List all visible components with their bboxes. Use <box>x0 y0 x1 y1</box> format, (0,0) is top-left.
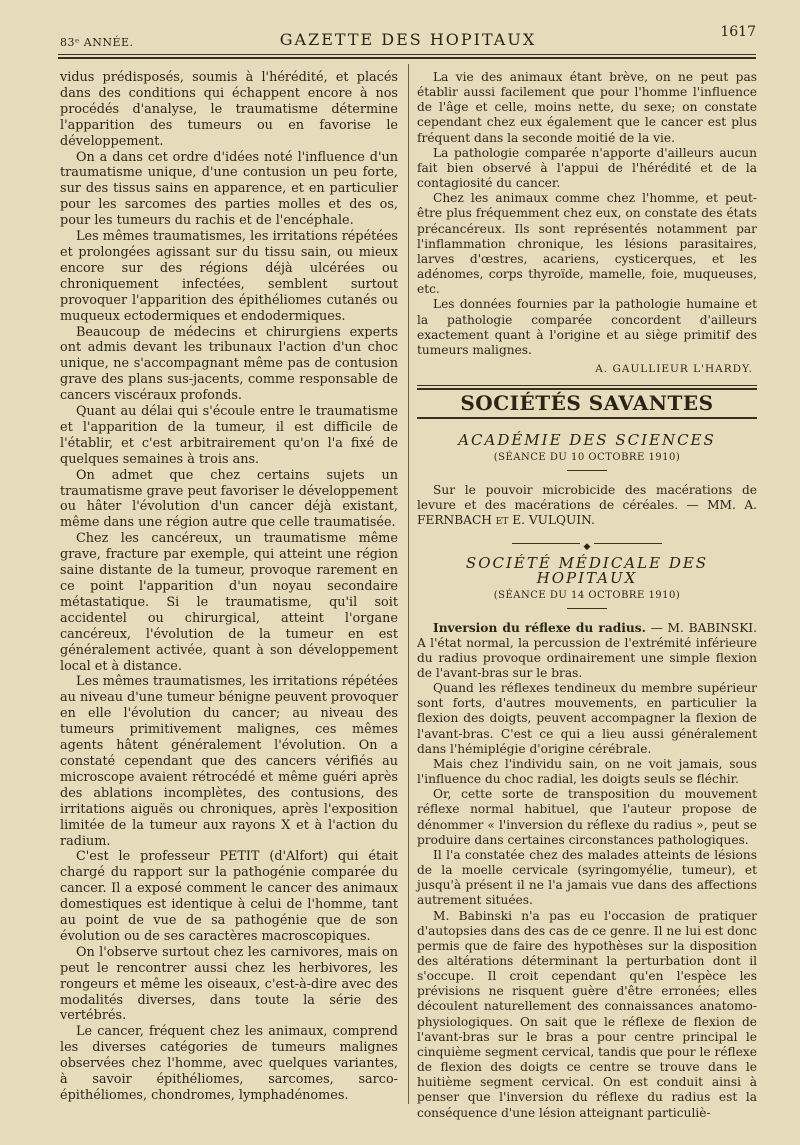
academie-heading: ACADÉMIE DES SCIENCES <box>458 431 716 450</box>
paragraph: Chez les animaux comme chez l'homme, et peut-être plus fréquemment chez eux, on constate des états précancéreux. Ils sont représentés notamment par l'inflammation chronique, les lésions parasitaires, larves d'œstres, acariens, cysticerques, et les adénomes, corps thyroïde, mamelle, foie, muqueuses, etc. <box>417 191 757 297</box>
right-column <box>417 70 757 1121</box>
paragraph: Le cancer, fréquent chez les animaux, comprend les diverses catégories de tumeurs malignes observées chez l'homme, avec quelques variantes, à savoir épithéliomes, sarcomes, sarco-épithéliomes, chondromes, lymphadénomes. <box>60 1024 398 1103</box>
paragraph: Les mêmes traumatismes, les irritations répétées et prolongées agissant sur du tissu sain, ou mieux encore sur des régions déjà ulcérées ou chroniquement infectées, semblent surtout provoquer l'apparition des épithéliomes cutanés ou muqueux ectodermiques et endodermiques. <box>60 229 398 324</box>
academie-item <box>417 483 757 528</box>
page-number: 1617 <box>720 24 756 40</box>
paragraph: On a dans cet ordre d'idées noté l'influence d'un traumatisme unique, d'une contusion un peu forte, sur des tissus sains en apparence, et en particulier pour les sarcomes des parties molles et des os, pour les tumeurs du rachis et de l'encéphale. <box>60 149 398 229</box>
societe-item <box>417 621 757 682</box>
section-title-rule <box>417 417 757 419</box>
paragraph: M. Babinski n'a pas eu l'occasion de pratiquer d'autopsies dans des cas de ce genre. Il ne lui est donc permis que de faire des hypothèses sur la disposition des altérations déterminant la perturbation dont il s'occupe. Il croit cependant qu'en l'espèce les prévisions ne risquent guère d'être erronées; elles découlent naturellement des connaissances anatomo-physiologiques. On sait que le réflexe de flexion de l'avant-bras sur le bras a pour centre principal le cinquième segment cervical, tandis que pour le réflexe de flexion des doigts ce centre se trouve dans le huitième segment cervical. On est conduit ainsi à penser que l'inversion du réflexe du radius est la conséquence d'une lésion atteignant particuliè- <box>417 908 757 1120</box>
column-divider <box>408 64 409 1104</box>
paragraph: Les données fournies par la pathologie humaine et la pathologie comparée concordent d'ailleurs exactement quant à l'origine et au siège primitif des tumeurs malignes. <box>417 297 757 357</box>
paragraph: On admet que chez certains sujets un traumatisme grave peut favoriser le développement ou hâter l'évolution d'un cancer déjà existant, même dans une région autre que celle traumatisée. <box>60 467 398 531</box>
header-rule <box>58 54 756 55</box>
paragraph: La vie des animaux étant brève, on ne peut pas établir aussi facilement que pour l'homme l'influence de l'âge et celle, moins nette, du sexe; on constate cependant chez eux également que le cancer est plus fréquent dans la seconde moitié de la vie. <box>417 70 757 145</box>
section-rule <box>417 385 757 390</box>
academie-item-title: Sur le pouvoir microbicide des macérations de levure et des macérations de céréales. <box>417 482 757 512</box>
societe-heading: SOCIÉTÉ MÉDICALE DES HOPITAUX <box>465 554 709 588</box>
societe-seance: (SÉANCE DU 14 OCTOBRE 1910) <box>493 590 681 602</box>
paragraph: La pathologie comparée n'apporte d'ailleurs aucun fait bien observé à l'appui de l'hérédité et de la contagiosité du cancer. <box>417 145 757 191</box>
short-rule <box>567 470 607 471</box>
paragraph: Chez les cancéreux, un traumatisme même grave, fracture par exemple, qui atteint une région saine distante de la tumeur, provoque rarement en ce point l'apparition d'un noyau secondaire métastatique. Si le traumatisme, qu'il soit accidentel ou chirurgical, atteint l'organe cancéreux, l'évolution de la tumeur en est généralement activée, quant à son développement local et à distance. <box>60 531 398 674</box>
paragraph: Quant au délai qui s'écoule entre le traumatisme et l'apparition de la tumeur, il est difficile de l'établir, et c'est arbitrairement qu'on l'a fixé de quelques semaines à trois ans. <box>60 404 398 467</box>
paragraph: Beaucoup de médecins et chirurgiens experts ont admis devant les tribunaux l'action d'un choc unique, ne s'accompagnant même pas de contusion grave des plans sus-jacents, comme responsable de cancers viscéraux profonds. <box>60 324 398 404</box>
paragraph: Quand les réflexes tendineux du membre supérieur sont forts, d'autres mouvements, en particulier la flexion des doigts, peuvent accompagner la flexion de l'avant-bras. C'est ce qui a lieu aussi généralement dans l'hémiplégie d'origine cérébrale. <box>417 681 757 756</box>
paragraph: Or, cette sorte de transposition du mouvement réflexe normal habituel, que l'auteur propose de dénommer « l'inversion du réflexe du radius », peut se produire dans certaines circonstances pathologiques. <box>417 787 757 847</box>
issue-label: 83ᵉ ANNÉE. <box>60 36 134 49</box>
ornament-divider <box>417 538 757 553</box>
paragraph: On l'observe surtout chez les carnivores, mais on peut le rencontrer aussi chez les herbivores, les rongeurs et même les oiseaux, c'est-à-dire avec des modalités diverses, dans toute la série des vertébrés. <box>60 944 398 1024</box>
journal-title: GAZETTE DES HOPITAUX <box>279 30 537 49</box>
section-title: SOCIÉTÉS SAVANTES <box>460 391 714 416</box>
header-rule-thick <box>58 57 756 59</box>
paragraph: Mais chez l'individu sain, on ne voit jamais, sous l'influence du choc radial, les doigts seuls se fléchir. <box>417 756 757 787</box>
left-column <box>60 70 398 1104</box>
societe-item-intro: — M. BABINSKI. A l'état normal, la percussion de l'extrémité inférieure du radius provoque ordinairement une simple flexion de l'avant-bras sur le bras. <box>417 620 757 680</box>
short-rule <box>567 608 607 609</box>
academie-seance: (SÉANCE DU 10 OCTOBRE 1910) <box>493 452 681 464</box>
paragraph: C'est le professeur PETIT (d'Alfort) qui était chargé du rapport sur la pathogénie comparée du cancer. Il a exposé comment le cancer des animaux domestiques est identique à celui de l'homme, tant au point de vue de sa pathogénie que de son évolution ou de ses caractères macroscopiques. <box>60 849 398 944</box>
ornament-icon: ◆ <box>580 542 595 552</box>
paragraph: Il l'a constatée chez des malades atteints de lésions de la moelle cervicale (syringomyélie, tumeur), et jusqu'à présent il ne l'a jamais vue dans des affections autrement situées. <box>417 847 757 908</box>
page-header <box>60 22 756 52</box>
paragraph: vidus prédisposés, soumis à l'hérédité, et placés dans des conditions qui échappent encore à nos procédés d'analyse, le traumatisme détermine l'apparition des tumeurs ou en favorise le développement. <box>60 70 398 149</box>
societe-item-title: Inversion du réflexe du radius. <box>433 620 646 635</box>
article-signature: A. GAULLIEUR L'HARDY. <box>595 362 753 375</box>
academie-item-authors: — MM. A. FERNBACH et E. VULQUIN. <box>417 497 757 527</box>
paragraph: Les mêmes traumatismes, les irritations répétées au niveau d'une tumeur bénigne peuvent provoquer en elle l'évolution du cancer; au niveau des tumeurs primitivement malignes, ces mêmes agents hâtent généralement l'évolution. On a constaté cependant que des cancers vérifiés au microscope avaient rétrocédé et même guéri après des ablations incomplètes, des contusions, des irritations aiguës ou chroniques, après l'exposition limitée de la tumeur aux rayons X et à l'action du radium. <box>60 674 398 849</box>
